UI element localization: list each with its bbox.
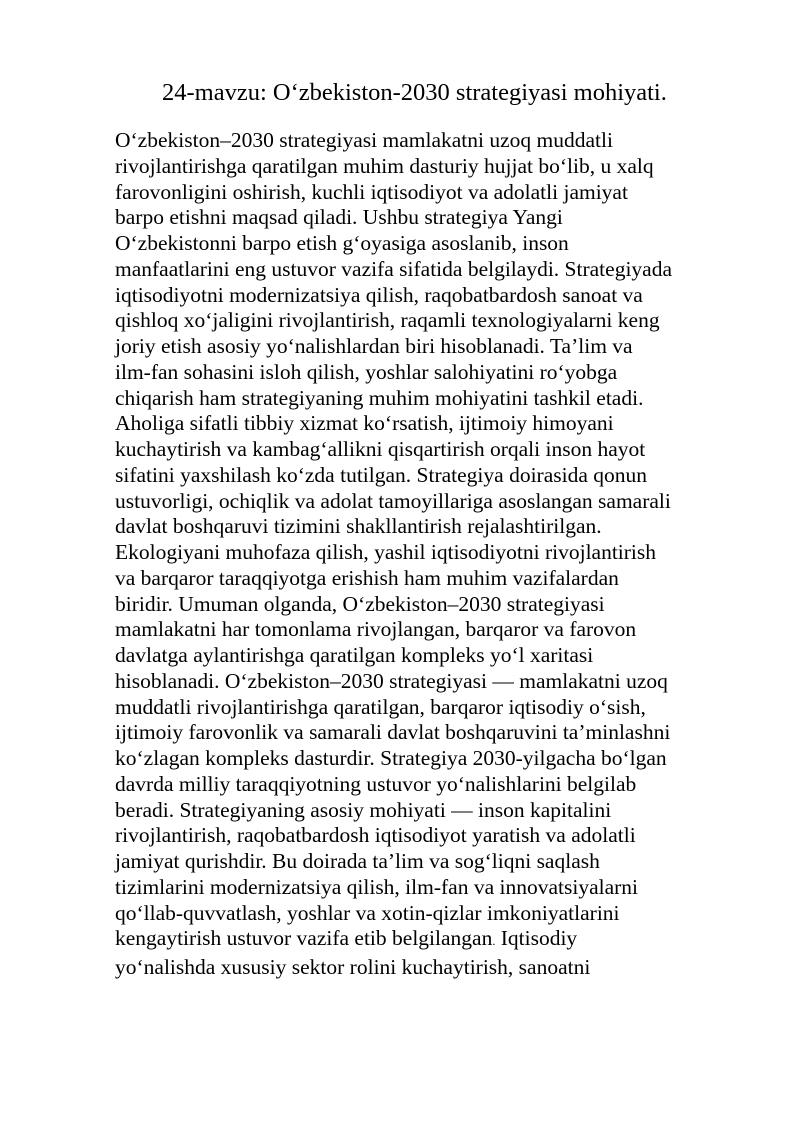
body-line: Ekologiyani muhofaza qilish, yashil iqtisodiyotni rivojlantirish <box>115 540 657 564</box>
body-line: iqtisodiyotni modernizatsiya qilish, raqobatbardosh sanoat va <box>115 282 643 307</box>
body-line: manfaatlarini eng ustuvor vazifa sifatida belgilaydi. Strategiyada <box>115 256 673 281</box>
body-line: mamlakatni har tomonlama rivojlangan, barqaror va farovon <box>115 617 637 642</box>
body-line: davlat boshqaruvi tizimini shakllantirish rejalashtirilgan. <box>115 514 602 539</box>
body-line-text: Iqtisodiy <box>495 926 578 951</box>
body-line: O‘zbekistonni barpo etish g‘oyasiga asoslanib, inson <box>115 231 569 255</box>
body-line-mixed <box>115 926 755 955</box>
body-line: beradi. Strategiyaning asosiy mohiyati — inson kapitalini <box>115 797 612 822</box>
body-line: joriy etish asosiy yo‘nalishlardan biri hisoblanadi. Ta’lim va <box>115 334 633 358</box>
body-line: kuchaytirish va kambag‘allikni qisqartirish orqali inson hayot <box>115 437 646 461</box>
body-line: ilm-fan sohasini isloh qilish, yoshlar salohiyatini ro‘yobga <box>115 359 618 384</box>
body-line: chiqarish ham strategiyaning muhim mohiyatini tashkil etadi. <box>115 385 644 410</box>
body-line: ko‘zlagan kompleks dasturdir. Strategiya 2030-yilgacha bo‘lgan <box>115 746 667 770</box>
body-line: O‘zbekiston–2030 strategiyasi mamlakatni uzoq muddatli <box>115 128 613 152</box>
small-period: . <box>492 934 496 949</box>
body-line: rivojlantirishga qaratilgan muhim dasturiy hujjat bo‘lib, u xalq <box>115 153 654 178</box>
body-line: davlatga aylantirishga qaratilgan kompleks yo‘l xaritasi <box>115 643 594 667</box>
body-line: yo‘nalishda xususiy sektor rolini kuchaytirish, sanoatni <box>115 955 591 979</box>
body-line: ustuvorligi, ochiqlik va adolat tamoyillariga asoslangan samarali <box>115 488 671 513</box>
body-line: sifatini yaxshilash ko‘zda tutilgan. Strategiya doirasida qonun <box>115 462 648 487</box>
body-line: barpo etishni maqsad qiladi. Ushbu strategiya Yangi <box>115 205 563 230</box>
body-line: qo‘llab-quvvatlash, yoshlar va xotin-qizlar imkoniyatlarini <box>115 900 620 925</box>
body-line: hisoblanadi. O‘zbekiston–2030 strategiyasi — mamlakatni uzoq <box>115 668 668 693</box>
body-line: davrda milliy taraqqiyotning ustuvor yo‘nalishlarini belgilab <box>115 771 637 796</box>
body-line-text: kengaytirish ustuvor vazifa etib belgilangan <box>115 926 493 951</box>
body-line: ijtimoiy farovonlik va samarali davlat boshqaruvini ta’minlashni <box>115 720 671 745</box>
document-body <box>115 128 755 981</box>
body-line: biridir. Umuman olganda, O‘zbekiston–2030 strategiyasi <box>115 591 605 616</box>
body-line: qishloq xo‘jaligini rivojlantirish, raqamli texnologiyalarni keng <box>115 308 660 333</box>
body-line: jamiyat qurishdir. Bu doirada ta’lim va sog‘liqni saqlash <box>115 849 600 873</box>
body-line: farovonligini oshirish, kuchli iqtisodiyot va adolatli jamiyat <box>115 179 628 204</box>
body-line: va barqaror taraqqiyotga erishish ham muhim vazifalardan <box>115 565 619 590</box>
body-line: tizimlarini modernizatsiya qilish, ilm-fan va innovatsiyalarni <box>115 874 639 899</box>
body-line: muddatli rivojlantirishga qaratilgan, barqaror iqtisodiy o‘sish, <box>115 694 646 719</box>
body-line: rivojlantirish, raqobatbardosh iqtisodiyot yaratish va adolatli <box>115 823 636 848</box>
body-line: Aholiga sifatli tibbiy xizmat ko‘rsatish, ijtimoiy himoyani <box>115 411 614 436</box>
document-title: 24-mavzu: O‘zbekiston-2030 strategiyasi mohiyati. <box>162 79 667 106</box>
